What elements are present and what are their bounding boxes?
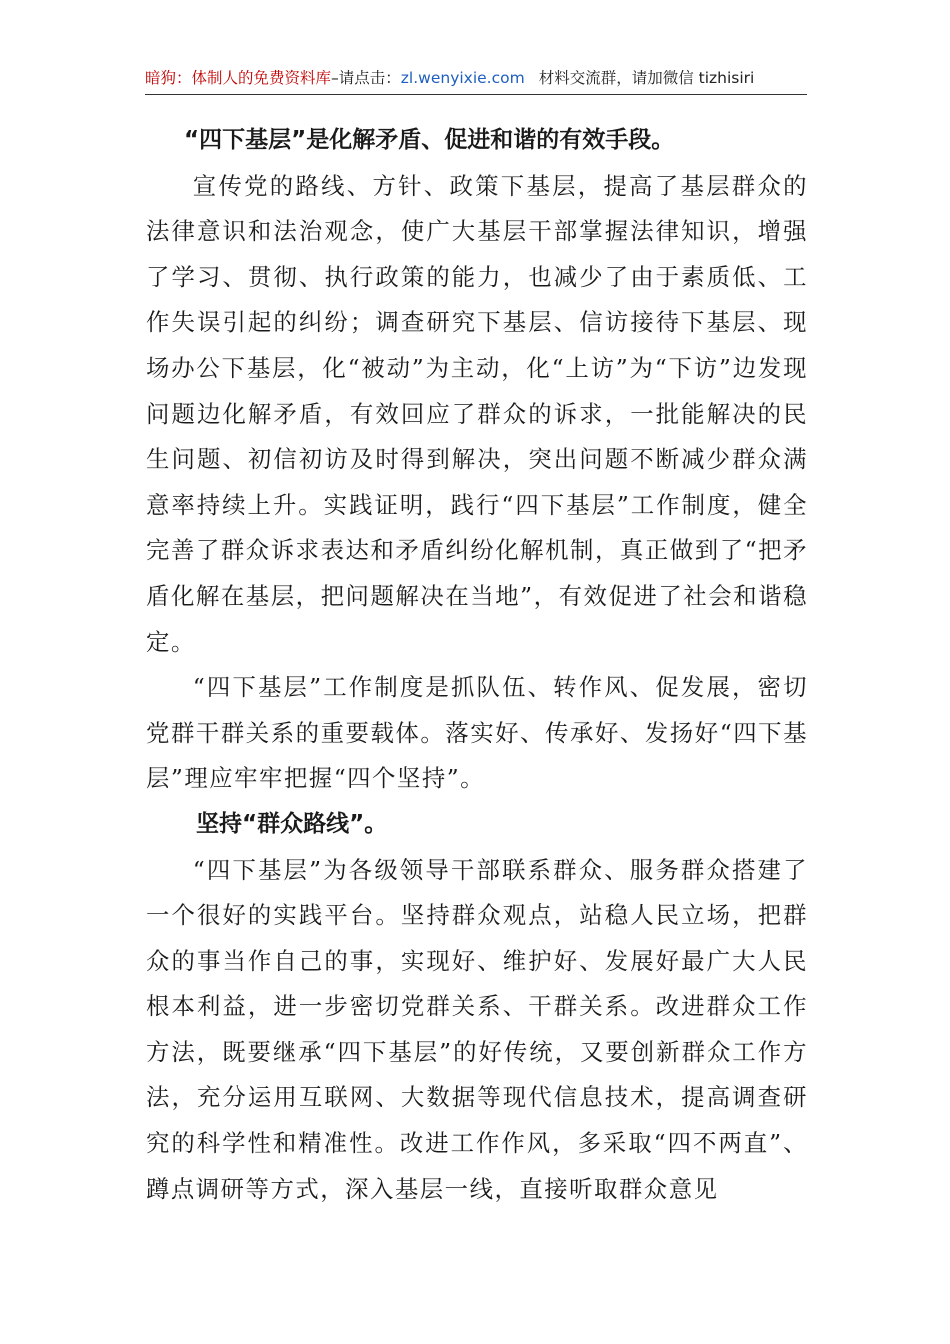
document-body bbox=[146, 118, 808, 1212]
paragraph-3: “四下基层”为各级领导干部联系群众、服务群众搭建了一个很好的实践平台。坚持群众观点，站稳人民立场，把群众的事当作自己的事，实现好、维护好、发展好最广大人民根本利益，进一步密切党群关系、干群关系。改进群众工作方法，既要继承“四下基层”的好传统，又要创新群众工作方法，充分运用互联网、大数据等现代信息技术，提高调查研究的科学性和精准性。改进工作作风，多采取“四不两直”、蹲点调研等方式，深入基层一线，直接听取群众意见 bbox=[146, 855, 808, 1203]
page-header bbox=[145, 62, 807, 95]
paragraph-2: “四下基层”工作制度是抓队伍、转作风、促发展，密切党群干群关系的重要载体。落实好、传承好、发扬好“四下基层”理应牢牢把握“四个坚持”。 bbox=[146, 673, 808, 793]
header-url-link[interactable]: zl.wenyixie.com bbox=[400, 69, 525, 87]
section-heading-1: “四下基层”是化解矛盾、促进和谐的有效手段。 bbox=[184, 127, 675, 153]
header-brand: 暗狗：体制人的免费资料库 bbox=[145, 69, 332, 87]
section-heading-2: 坚持“群众路线”。 bbox=[196, 810, 388, 837]
header-prompt: –请点击： bbox=[331, 69, 401, 87]
paragraph-1: 宣传党的路线、方针、政策下基层，提高了基层群众的法律意识和法治观念，使广大基层干部掌握法律知识，增强了学习、贯彻、执行政策的能力，也减少了由于素质低、工作失误引起的纠纷；调查研究下基层、信访接待下基层、现场办公下基层，化“被动”为主动，化“上访”为“下访”边发现问题边化解矛盾，有效回应了群众的诉求，一批能解决的民生问题、初信初访及时得到解决，突出问题不断减少群众满意率持续上升。实践证明，践行“四下基层”工作制度，健全完善了群众诉求表达和矛盾纠纷化解机制，真正做到了“把矛盾化解在基层，把问题解决在当地”，有效促进了社会和谐稳定。 bbox=[146, 171, 808, 656]
header-group-note: 材料交流群，请加微信 tizhisiri bbox=[538, 69, 755, 87]
